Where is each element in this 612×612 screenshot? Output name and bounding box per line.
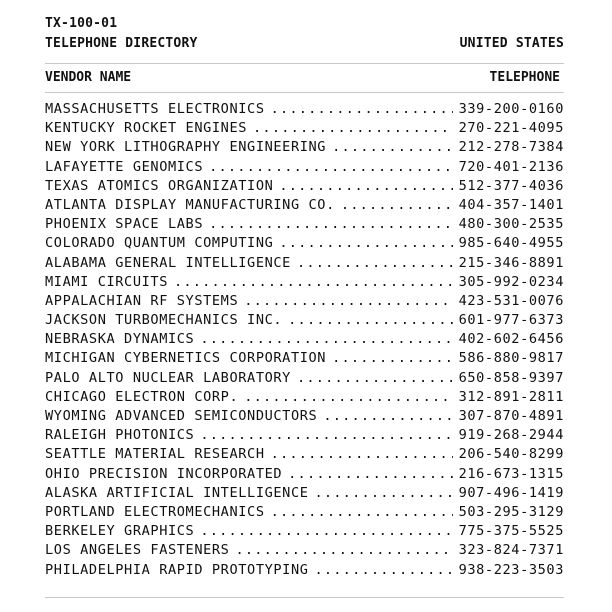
vendor-name: JACKSON TURBOMECHANICS INC. [45,312,283,329]
dot-leader [200,330,452,349]
directory-row [45,119,564,138]
telephone-number: 586-880-9817 [458,350,564,367]
vendor-name: MASSACHUSETTS ELECTRONICS [45,101,265,117]
vendor-name: WYOMING ADVANCED SEMICONDUCTORS [45,408,318,424]
directory-row [45,541,564,560]
dot-leader [288,311,452,330]
dot-leader [209,215,452,234]
dot-leader [332,138,452,157]
dot-leader [200,426,452,445]
directory-row [45,138,564,157]
telephone-number: 270-221-4095 [458,120,564,137]
telephone-column-header: TELEPHONE [489,70,560,85]
telephone-number: 339-200-0160 [458,101,564,117]
header-title-line [45,34,564,54]
directory-row [45,273,564,292]
directory-row [45,561,564,580]
vendor-name: LAFAYETTE GENOMICS [45,158,204,175]
document-code: TX-100-01 [45,16,118,31]
vendor-name: ATLANTA DISPLAY MANUFACTURING CO. [45,196,335,213]
header-divider [45,92,564,93]
vendor-name: MIAMI CIRCUITS [45,273,168,290]
directory-row [45,369,564,388]
telephone-number: 720-401-2136 [458,158,564,175]
vendor-name: TEXAS ATOMICS ORGANIZATION [45,177,274,194]
telephone-number: 215-346-8891 [458,254,564,271]
telephone-number: 212-278-7384 [458,139,564,156]
directory-row [45,100,564,119]
directory-row [45,426,564,445]
directory-row [45,503,564,522]
directory-document [45,14,564,580]
telephone-number: 985-640-4955 [458,235,564,252]
telephone-number: 512-377-4036 [458,177,564,194]
dot-leader [332,349,452,368]
telephone-number: 206-540-8299 [458,446,564,463]
vendor-name: ALABAMA GENERAL INTELLIGENCE [45,254,291,271]
vendor-name: ALASKA ARTIFICIAL INTELLIGENCE [45,484,309,501]
directory-row [45,292,564,311]
telephone-number: 402-602-6456 [458,331,564,348]
telephone-number: 907-496-1419 [458,484,564,501]
dot-leader [315,561,453,580]
region-label: UNITED STATES [459,36,564,51]
directory-row [45,330,564,349]
vendor-name: APPALACHIAN RF SYSTEMS [45,292,239,309]
header-code-line [45,14,564,34]
directory-row [45,522,564,541]
directory-row [45,215,564,234]
vendor-name: RALEIGH PHOTONICS [45,427,195,444]
directory-row [45,445,564,464]
telephone-number: 305-992-0234 [458,273,564,290]
dot-leader [174,273,453,292]
dot-leader [297,254,453,273]
directory-row [45,388,564,407]
dot-leader [279,177,452,196]
vendor-name: OHIO PRECISION INCORPORATED [45,465,283,482]
directory-row [45,254,564,273]
vendor-name: PALO ALTO NUCLEAR LABORATORY [45,369,291,386]
dot-leader [253,119,453,138]
dot-leader [244,292,452,311]
vendor-name: LOS ANGELES FASTENERS [45,542,230,559]
telephone-number: 503-295-3129 [458,503,564,520]
dot-leader [323,407,452,426]
telephone-number: 423-531-0076 [458,292,564,309]
telephone-number: 650-858-9397 [458,369,564,386]
telephone-number: 307-870-4891 [458,408,564,424]
vendor-name: PORTLAND ELECTROMECHANICS [45,503,265,520]
telephone-number: 938-223-3503 [458,561,564,578]
telephone-number: 312-891-2811 [458,388,564,405]
telephone-number: 480-300-2535 [458,216,564,233]
directory-row [45,484,564,503]
vendor-name: NEW YORK LITHOGRAPHY ENGINEERING [45,139,327,156]
telephone-number: 601-977-6373 [458,312,564,329]
directory-row [45,234,564,253]
directory-row [45,311,564,330]
dot-leader [315,484,453,503]
directory-row [45,349,564,368]
directory-row [45,196,564,215]
dot-leader [200,522,452,541]
dot-leader [341,196,453,215]
vendor-name: PHOENIX SPACE LABS [45,216,204,233]
page-title: TELEPHONE DIRECTORY [45,36,198,51]
vendor-name: COLORADO QUANTUM COMPUTING [45,235,274,252]
dot-leader [244,388,452,407]
dot-leader [279,234,452,253]
directory-row [45,177,564,196]
bottom-divider [45,597,564,598]
telephone-number: 919-268-2944 [458,427,564,444]
vendor-name: MICHIGAN CYBERNETICS CORPORATION [45,350,327,367]
directory-row [45,407,564,426]
dot-leader [271,445,453,464]
dot-leader [235,541,452,560]
dot-leader [209,158,452,177]
vendor-name: PHILADELPHIA RAPID PROTOTYPING [45,561,309,578]
column-headers [45,70,564,86]
directory-row [45,465,564,484]
telephone-number: 216-673-1315 [458,465,564,482]
directory-list [45,100,564,580]
vendor-column-header: VENDOR NAME [45,70,132,85]
vendor-name: KENTUCKY ROCKET ENGINES [45,120,248,137]
telephone-number: 775-375-5525 [458,523,564,540]
dot-leader [297,369,453,388]
telephone-number: 323-824-7371 [458,542,564,559]
dot-leader [288,465,452,484]
dot-leader [271,503,453,522]
directory-row [45,158,564,177]
telephone-number: 404-357-1401 [458,196,564,213]
dot-leader [271,100,453,119]
top-divider [45,63,564,64]
vendor-name: NEBRASKA DYNAMICS [45,331,195,348]
vendor-name: BERKELEY GRAPHICS [45,523,195,540]
vendor-name: CHICAGO ELECTRON CORP. [45,388,239,405]
vendor-name: SEATTLE MATERIAL RESEARCH [45,446,265,463]
